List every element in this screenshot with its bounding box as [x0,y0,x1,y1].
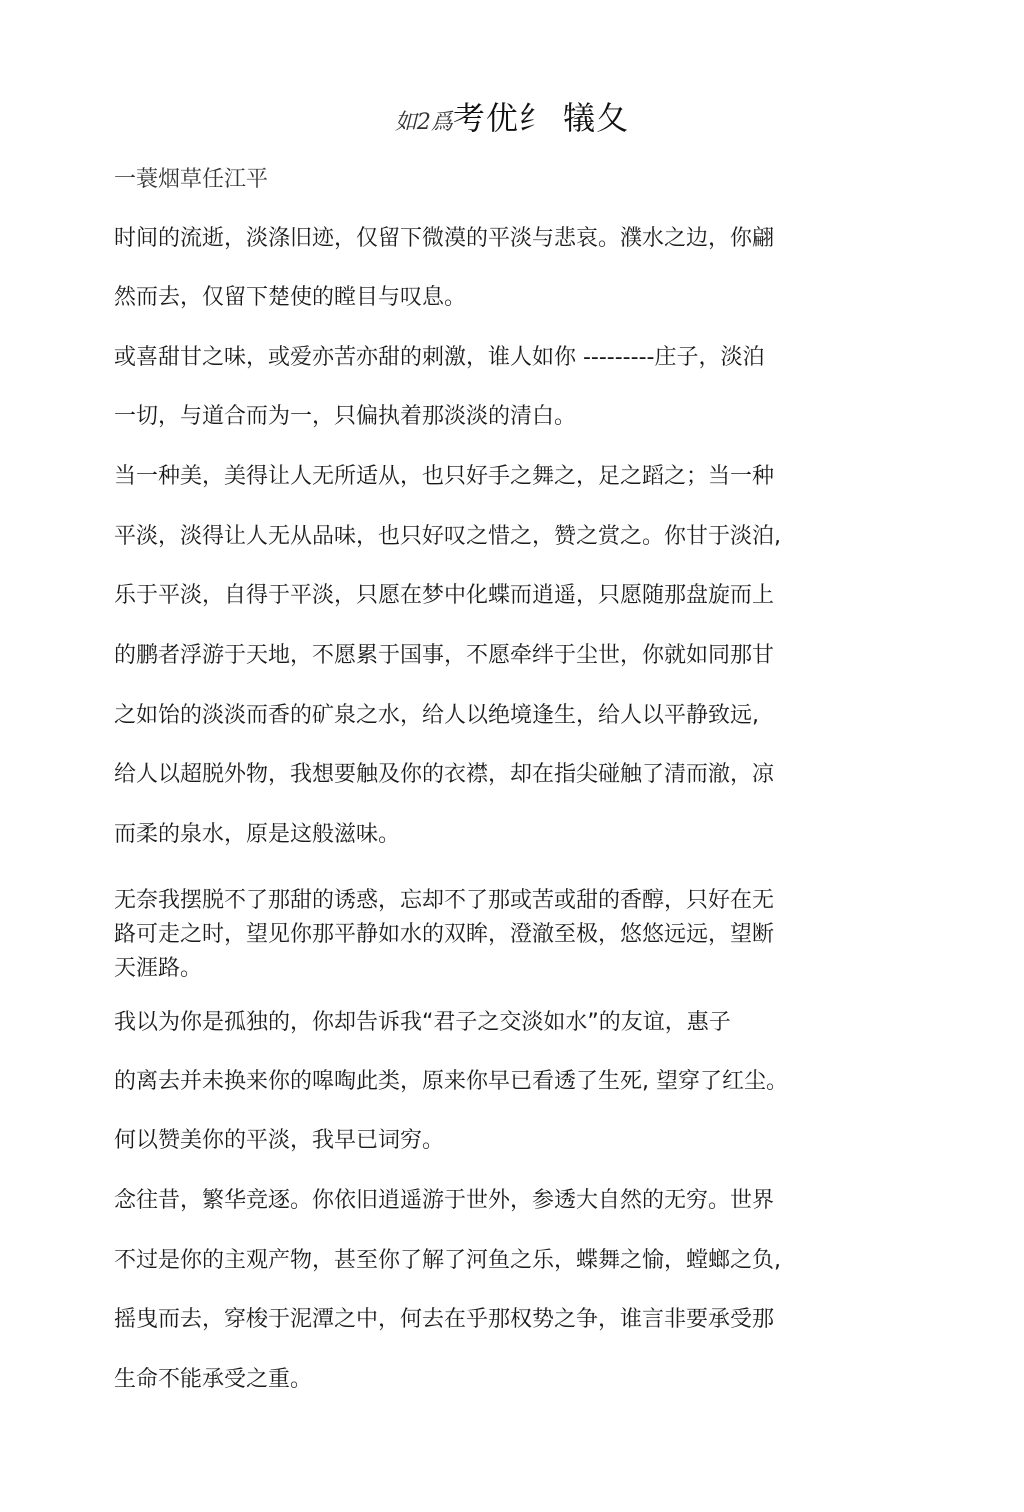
text-line: 平淡，淡得让人无从品味，也只好叹之惜之，赞之赏之。你甘于淡泊, [114,524,781,549]
text-line: 的鹏者浮游于天地，不愿累于国事，不愿牵绊于尘世，你就如同那甘 [114,643,775,668]
text-line: 然而去，仅留下楚使的瞠目与叹息。 [114,285,467,310]
text-line: 乐于平淡，自得于平淡，只愿在梦中化蝶而逍遥，只愿随那盘旋而上 [114,583,775,608]
text-line: 路可走之时，望见你那平静如水的双眸，澄澈至极，悠悠远远，望断 [114,922,775,947]
text-line: 不过是你的主观产物，甚至你了解了河鱼之乐，蝶舞之愉，螳螂之负, [114,1248,781,1273]
text-line: 念往昔，繁华竞逐。你依旧逍遥游于世外，参透大自然的无穷。世界 [114,1188,775,1213]
text-line: 而柔的泉水，原是这般滋味。 [114,822,401,847]
text-line: 天涯路。 [114,956,203,981]
title-main: 考优纟 犠夂 [452,99,630,137]
text-line: 或喜甜甘之味，或爱亦苦亦甜的刺激，谁人如你 ---------庄子，淡泊 [114,345,765,370]
text-line: 无奈我摆脱不了那甜的诱惑，忘却不了那或苦或甜的香醇，只好在无 [114,888,775,913]
text-line: 何以赞美你的平淡，我早已词穷。 [114,1128,445,1153]
text-line: 一切，与道合而为一，只偏执着那淡淡的清白。 [114,404,577,429]
title-prefix: 如2爲 [394,110,453,135]
text-line: 生命不能承受之重。 [114,1367,313,1392]
text-line: 当一种美，美得让人无所适从，也只好手之舞之，足之蹈之；当一种 [114,464,775,489]
text-line: 的离去并未换来你的嗥啕此类，原来你早已看透了生死, 望穿了红尘。 [114,1069,788,1094]
text-line: 时间的流逝，淡涤旧迹，仅留下微漠的平淡与悲哀。濮水之边，你翩 [114,226,775,251]
text-line: 给人以超脱外物，我想要触及你的衣襟，却在指尖碰触了清而澈，凉 [114,762,775,787]
text-line: 我以为你是孤独的，你却告诉我“君子之交淡如水”的友谊，惠子 [114,1010,731,1035]
document-title [0,96,1024,146]
author-line: 一蓑烟草任江平 [114,167,269,192]
text-line: 摇曳而去，穿梭于泥潭之中，何去在乎那权势之争，谁言非要承受那 [114,1307,775,1332]
text-line: 之如饴的淡淡而香的矿泉之水，给人以绝境逢生，给人以平静致远, [114,703,759,728]
